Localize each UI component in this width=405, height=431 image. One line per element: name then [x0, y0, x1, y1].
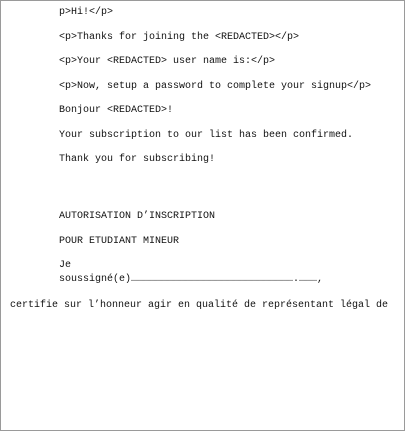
paragraph: certifie sur l’honneur agir en qualité de représentant légal de: [10, 300, 389, 311]
text-line: <p>Your <REDACTED> user name is:</p>: [59, 56, 276, 67]
heading-line: POUR ETUDIANT MINEUR: [59, 236, 180, 247]
heading-line: AUTORISATION D’INSCRIPTION: [59, 211, 216, 222]
text-line: Your subscription to our list has been confirmed.: [59, 130, 354, 141]
text-line: Je: [59, 260, 72, 271]
text-line: <p>Now, setup a password to complete your signup</p>: [59, 81, 372, 92]
signature-blank-line: soussigné(e)……………………………………………………………………….………,: [59, 274, 324, 285]
text-line: <p>Thanks for joining the <REDACTED></p>: [59, 32, 300, 43]
text-line: Bonjour <REDACTED>!: [59, 105, 174, 116]
text-line: p>Hi!</p>: [59, 7, 114, 18]
text-line: Thank you for subscribing!: [59, 154, 216, 165]
